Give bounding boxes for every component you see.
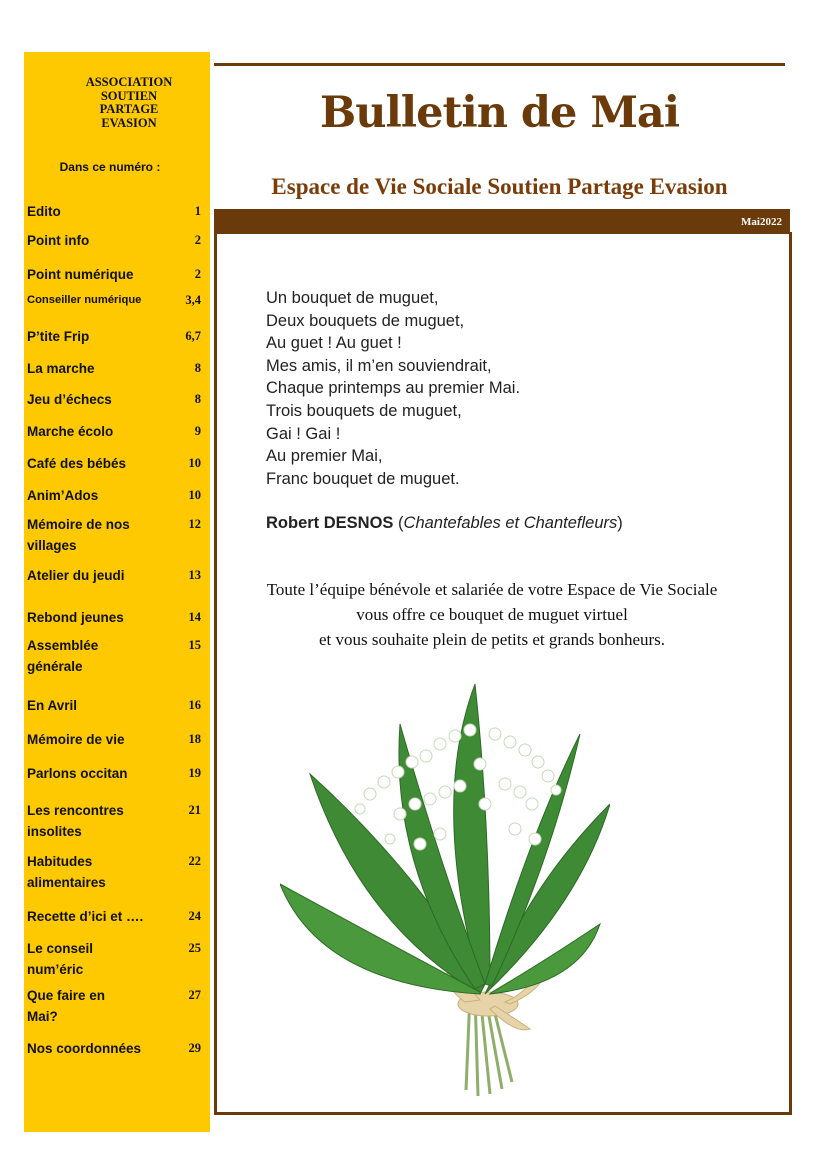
toc-item[interactable]: Le conseil num’éric 25 <box>27 941 201 977</box>
toc-item[interactable]: Nos coordonnées 29 <box>27 1041 201 1056</box>
poem-line: Trois bouquets de muguet, <box>266 401 462 420</box>
page-subtitle: Espace de Vie Sociale Soutien Partage Evasion <box>271 174 728 199</box>
toc-item[interactable]: Edito 1 <box>27 204 201 219</box>
toc-title: Dans ce numéro : <box>59 160 161 174</box>
poem-attribution: Robert DESNOS (Chantefables et Chantefleurs) <box>266 514 623 532</box>
toc-item[interactable]: Point numérique 2 <box>27 267 201 282</box>
greeting-message: Toute l’équipe bénévole et salariée de votre Espace de Vie Sociale vous offre ce bouquet de muguet virtuel et vous souhaite plein de petits et grands bonheurs. <box>266 580 718 649</box>
poem-line: Au guet ! Au guet ! <box>266 334 402 353</box>
toc-item[interactable]: En Avril 16 <box>27 698 201 713</box>
poem-line: Deux bouquets de muguet, <box>266 311 465 330</box>
poem-line: Franc bouquet de muguet. <box>266 469 460 488</box>
author-name: Robert DESNOS <box>266 514 394 532</box>
toc-item[interactable]: Que faire en Mai? 27 <box>27 988 201 1024</box>
toc-item[interactable]: Atelier du jeudi 13 <box>27 568 201 583</box>
toc-item[interactable]: Parlons occitan 19 <box>27 766 201 781</box>
toc-item[interactable]: La marche 8 <box>27 361 201 376</box>
association-name: ASSOCIATION SOUTIEN PARTAGE EVASION <box>85 75 173 130</box>
source-title: Chantefables et Chantefleurs <box>403 514 618 532</box>
header-band <box>214 209 790 234</box>
poem <box>266 287 746 490</box>
poem-line: Un bouquet de muguet, <box>266 289 439 307</box>
toc-item[interactable]: Habitudes alimentaires 22 <box>27 854 201 890</box>
toc-item[interactable]: Mémoire de nos villages 12 <box>27 517 201 553</box>
toc-item[interactable]: Les rencontres insolites 21 <box>27 803 201 839</box>
toc-item[interactable]: Conseiller numérique 3,4 <box>27 293 201 307</box>
poem-line: Au premier Mai, <box>266 447 383 466</box>
poem-line: Gai ! Gai ! <box>266 424 341 443</box>
toc-item[interactable]: Point info 2 <box>27 233 201 248</box>
sidebar <box>24 52 210 1132</box>
page-title: Bulletin de Mai <box>319 88 680 138</box>
issue-date: Mai2022 <box>741 216 782 228</box>
toc-item[interactable]: Assemblée générale 15 <box>27 638 201 674</box>
poem-line: Chaque printemps au premier Mai. <box>266 379 521 398</box>
toc-item[interactable]: Mémoire de vie 18 <box>27 732 201 747</box>
toc-item[interactable]: Marche écolo 9 <box>27 424 201 439</box>
poem-line: Mes amis, il m’en souviendrait, <box>266 356 492 375</box>
lily-of-the-valley-bouquet-image <box>280 664 610 1104</box>
toc-item[interactable]: P’tite Frip 6,7 <box>27 329 201 344</box>
toc-item[interactable]: Café des bébés 10 <box>27 456 201 471</box>
toc-item[interactable]: Jeu d’échecs 8 <box>27 392 201 407</box>
toc-item[interactable]: Anim’Ados 10 <box>27 488 201 503</box>
toc-item[interactable]: Rebond jeunes 14 <box>27 610 201 625</box>
top-rule <box>214 63 785 66</box>
toc-item[interactable]: Recette d’ici et …. 24 <box>27 909 201 924</box>
